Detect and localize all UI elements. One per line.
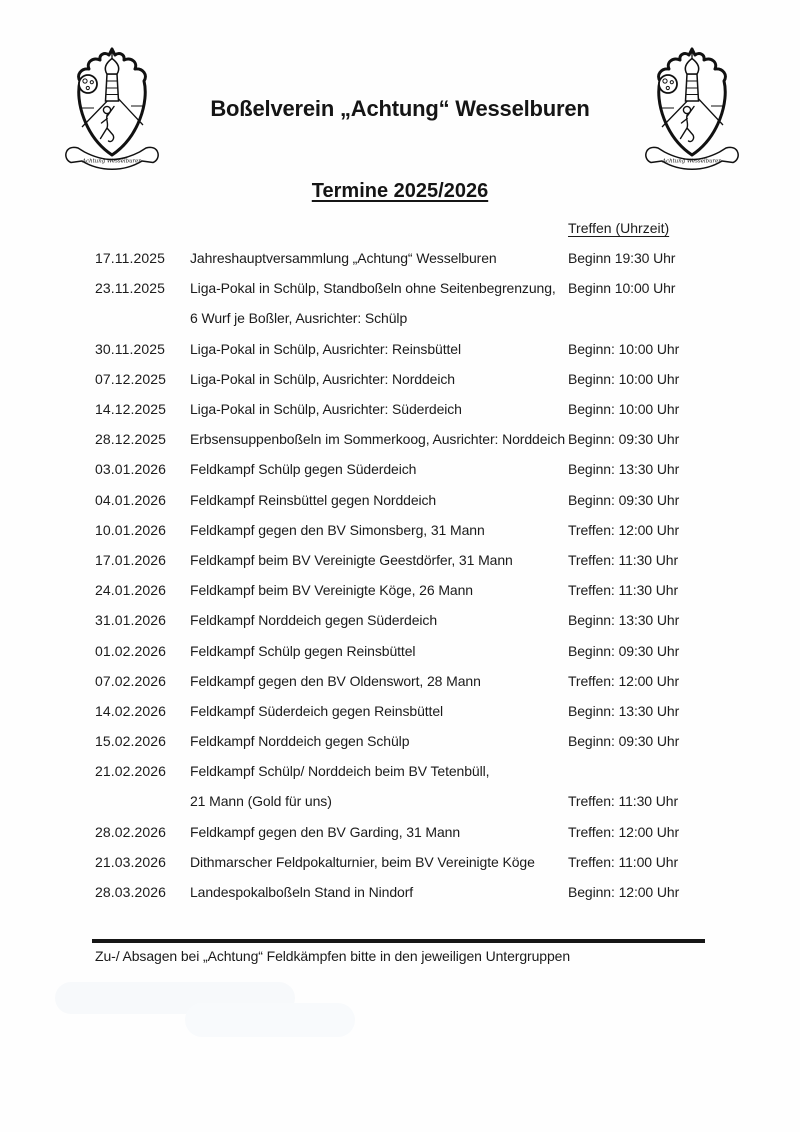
row-time: Treffen: 12:00 Uhr xyxy=(568,521,680,538)
schedule-row xyxy=(95,545,735,575)
row-date: 28.12.2025 xyxy=(95,431,167,448)
schedule-row xyxy=(95,273,735,303)
row-date: 04.01.2026 xyxy=(95,491,167,508)
schedule-row xyxy=(95,334,735,364)
page-subtitle-text: Termine 2025/2026 xyxy=(311,180,489,202)
schedule-row xyxy=(95,454,735,484)
row-event: Feldkampf Schülp gegen Reinsbüttel xyxy=(190,642,416,659)
row-date: 03.01.2026 xyxy=(95,461,167,478)
schedule-row xyxy=(95,847,735,877)
schedule-row xyxy=(95,877,735,907)
row-event: Landespokalboßeln Stand in Nindorf xyxy=(190,884,414,901)
row-time: Treffen: 11:30 Uhr xyxy=(568,551,679,568)
row-event: Feldkampf Süderdeich gegen Reinsbüttel xyxy=(190,702,444,719)
schedule-row xyxy=(95,696,735,726)
schedule-row xyxy=(95,756,735,786)
row-date: 30.11.2025 xyxy=(95,340,166,357)
schedule-row xyxy=(95,786,735,816)
row-time: Beginn 10:00 Uhr xyxy=(568,280,676,297)
row-time: Treffen: 11:30 Uhr xyxy=(568,793,679,810)
row-time: Beginn: 09:30 Uhr xyxy=(568,491,680,508)
row-event: Feldkampf Reinsbüttel gegen Norddeich xyxy=(190,491,437,508)
schedule-row xyxy=(95,424,735,454)
row-time: Beginn: 13:30 Uhr xyxy=(568,702,680,719)
row-date: 07.12.2025 xyxy=(95,370,167,387)
page-title: Boßelverein „Achtung“ Wesselburen xyxy=(210,96,590,121)
row-date: 31.01.2026 xyxy=(95,612,167,629)
row-time: Beginn: 13:30 Uhr xyxy=(568,461,680,478)
schedule-row xyxy=(95,817,735,847)
row-date: 21.03.2026 xyxy=(95,853,167,870)
row-event: Dithmarscher Feldpokalturnier, beim BV Vereinigte Köge xyxy=(190,853,535,870)
row-date: 17.01.2026 xyxy=(95,551,167,568)
row-event: Liga-Pokal in Schülp, Ausrichter: Norddeich xyxy=(190,370,455,387)
row-event: Liga-Pokal in Schülp, Ausrichter: Reinsbüttel xyxy=(190,340,461,357)
time-column-header: Treffen (Uhrzeit) xyxy=(568,220,670,236)
row-date: 24.01.2026 xyxy=(95,582,167,599)
row-date: 17.11.2025 xyxy=(95,250,166,267)
page-subtitle xyxy=(0,180,800,203)
schedule-row xyxy=(95,485,735,515)
row-event: Erbsensuppenboßeln im Sommerkoog, Ausrichter: Norddeich xyxy=(190,431,566,448)
row-event: Feldkampf beim BV Vereinigte Geestdörfer, 31 Mann xyxy=(190,551,513,568)
row-time: Treffen: 11:30 Uhr xyxy=(568,582,679,599)
row-time: Treffen: 12:00 Uhr xyxy=(568,823,680,840)
row-date: 23.11.2025 xyxy=(95,280,166,297)
schedule-row xyxy=(95,394,735,424)
row-date: 07.02.2026 xyxy=(95,672,167,689)
row-time: Beginn: 10:00 Uhr xyxy=(568,401,680,418)
row-event: Feldkampf Schülp gegen Süderdeich xyxy=(190,461,417,478)
row-date: 28.03.2026 xyxy=(95,884,167,901)
row-time: Beginn: 13:30 Uhr xyxy=(568,612,680,629)
row-time: Beginn: 09:30 Uhr xyxy=(568,733,680,750)
row-time: Beginn: 12:00 Uhr xyxy=(568,884,680,901)
row-date: 01.02.2026 xyxy=(95,642,167,659)
row-event: 6 Wurf je Boßler, Ausrichter: Schülp xyxy=(190,310,408,327)
row-date: 10.01.2026 xyxy=(95,521,167,538)
footer-divider xyxy=(92,939,705,943)
row-time: Beginn: 09:30 Uhr xyxy=(568,431,680,448)
schedule-row xyxy=(95,726,735,756)
row-event: Feldkampf beim BV Vereinigte Köge, 26 Mann xyxy=(190,582,473,599)
row-event: Feldkampf gegen den BV Oldenswort, 28 Mann xyxy=(190,672,481,689)
row-event: Liga-Pokal in Schülp, Ausrichter: Süderdeich xyxy=(190,401,462,418)
schedule-row xyxy=(95,666,735,696)
schedule-row xyxy=(95,605,735,635)
row-time: Treffen: 11:00 Uhr xyxy=(568,853,679,870)
row-date: 21.02.2026 xyxy=(95,763,167,780)
erased-area-1 xyxy=(55,982,295,1014)
schedule-row xyxy=(95,515,735,545)
schedule-row xyxy=(95,364,735,394)
erased-area-2 xyxy=(185,1003,355,1037)
row-event: Liga-Pokal in Schülp, Standboßeln ohne Seitenbegrenzung, xyxy=(190,280,556,297)
schedule-row xyxy=(95,635,735,665)
row-date: 14.02.2026 xyxy=(95,702,167,719)
row-time: Beginn: 09:30 Uhr xyxy=(568,642,680,659)
footer-note: Zu-/ Absagen bei „Achtung“ Feldkämpfen bitte in den jeweiligen Untergruppen xyxy=(95,948,571,964)
schedule-rows xyxy=(95,243,735,907)
row-event: Feldkampf Norddeich gegen Schülp xyxy=(190,733,410,750)
row-time: Beginn 19:30 Uhr xyxy=(568,250,676,267)
row-time: Beginn: 10:00 Uhr xyxy=(568,370,680,387)
row-event: Feldkampf gegen den BV Garding, 31 Mann xyxy=(190,823,461,840)
row-event: Feldkampf Norddeich gegen Süderdeich xyxy=(190,612,437,629)
row-event: 21 Mann (Gold für uns) xyxy=(190,793,332,810)
row-date: 28.02.2026 xyxy=(95,823,167,840)
row-event: Jahreshauptversammlung „Achtung“ Wesselburen xyxy=(190,250,497,267)
row-time: Beginn: 10:00 Uhr xyxy=(568,340,680,357)
row-time: Treffen: 12:00 Uhr xyxy=(568,672,680,689)
schedule-row xyxy=(95,303,735,333)
row-event: Feldkampf Schülp/ Norddeich beim BV Tetenbüll, xyxy=(190,763,490,780)
row-event: Feldkampf gegen den BV Simonsberg, 31 Mann xyxy=(190,521,485,538)
row-date: 14.12.2025 xyxy=(95,401,167,418)
row-date: 15.02.2026 xyxy=(95,733,167,750)
schedule-row xyxy=(95,575,735,605)
schedule-row xyxy=(95,243,735,273)
